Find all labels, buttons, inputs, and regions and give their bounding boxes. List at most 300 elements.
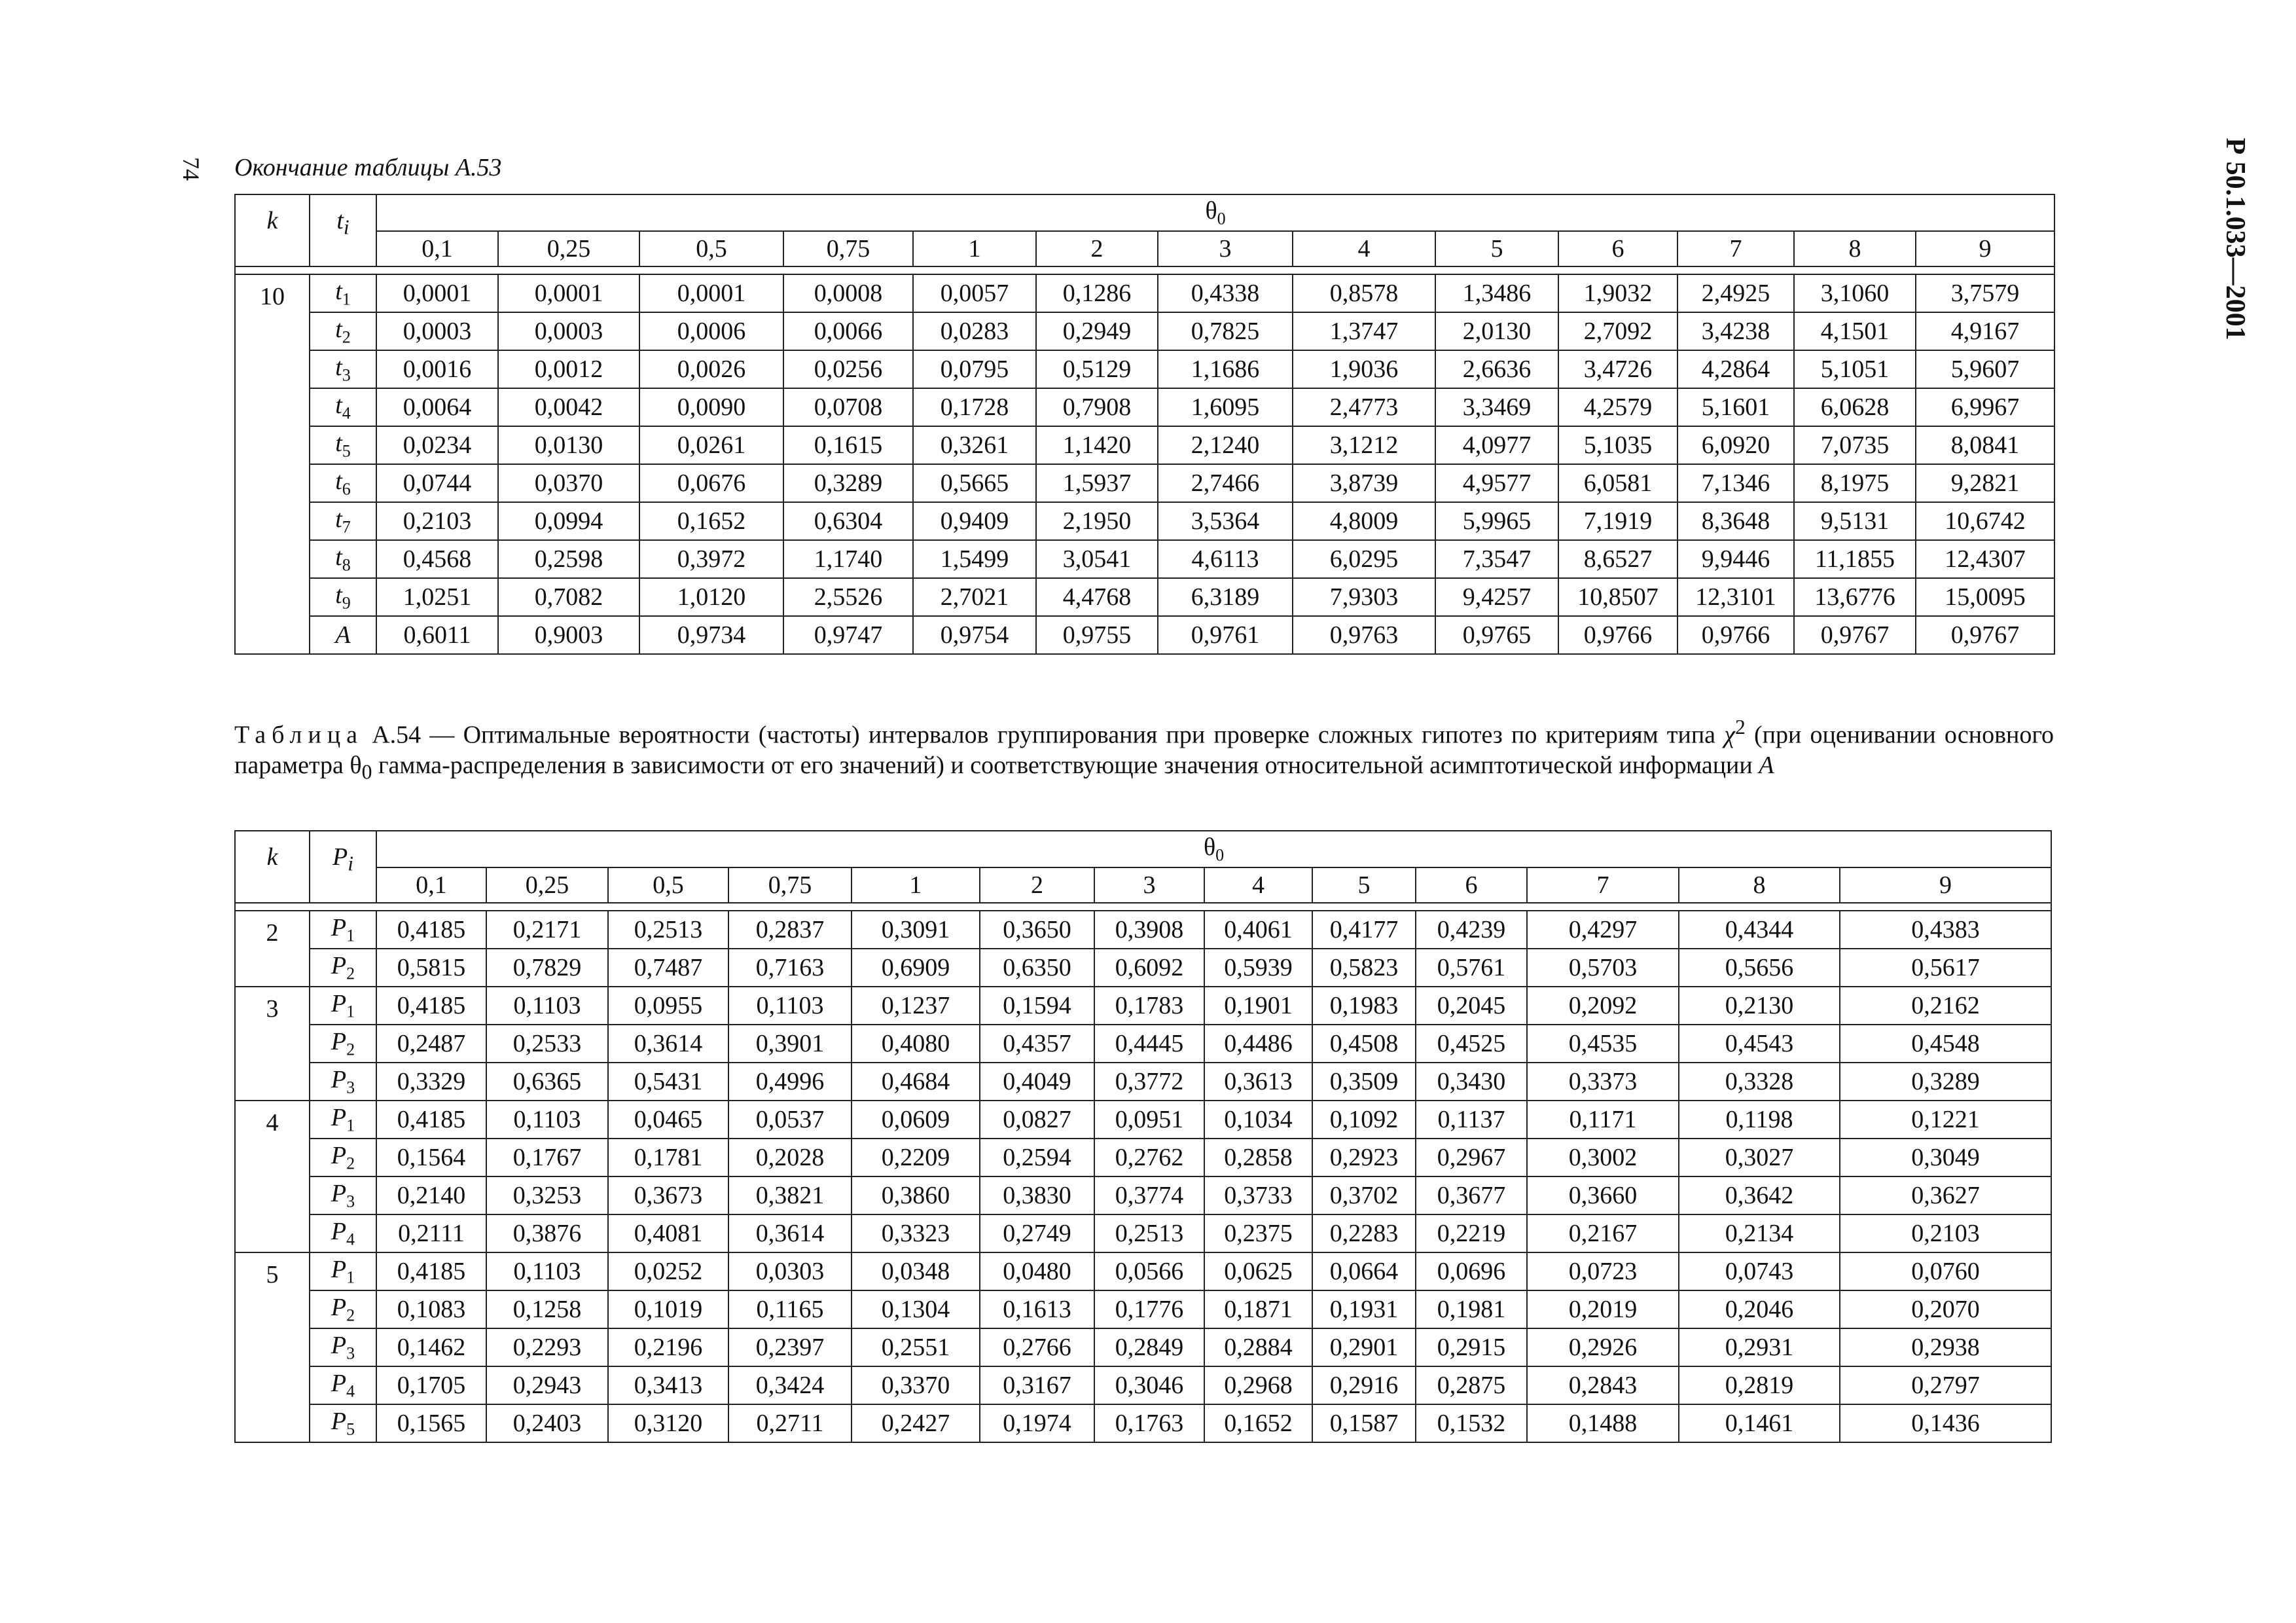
value-cell: 0,0001	[639, 274, 783, 312]
value-cell: 0,2916	[1312, 1366, 1416, 1404]
document-code: Р 50.1.033—2001	[2220, 137, 2250, 340]
value-cell: 0,9763	[1293, 616, 1435, 654]
value-cell: 1,3486	[1435, 274, 1558, 312]
value-cell: 3,8739	[1293, 464, 1435, 502]
value-cell: 0,3642	[1679, 1176, 1840, 1214]
value-cell: 0,5761	[1416, 949, 1527, 987]
value-cell: 1,6095	[1158, 388, 1293, 426]
value-cell: 0,2196	[608, 1328, 728, 1366]
value-cell: 0,0566	[1094, 1252, 1204, 1290]
value-cell: 0,2533	[486, 1025, 608, 1063]
value-cell: 0,0042	[498, 388, 639, 426]
value-cell: 0,1763	[1094, 1404, 1204, 1442]
value-cell: 5,9607	[1916, 350, 2054, 388]
value-cell: 0,0008	[783, 274, 913, 312]
value-cell: 4,4768	[1036, 578, 1158, 616]
value-cell: 0,0057	[913, 274, 1036, 312]
theta-value-header: 8	[1679, 867, 1840, 903]
value-cell: 0,2019	[1527, 1290, 1679, 1328]
value-cell: 0,1781	[608, 1139, 728, 1176]
row-label-cell: $P_2$	[310, 1290, 376, 1328]
ti-column-header: $t_i$	[310, 194, 376, 266]
value-cell: 0,2766	[980, 1328, 1094, 1366]
theta-value-header: 0,75	[783, 231, 913, 266]
value-cell: 0,6350	[980, 949, 1094, 987]
value-cell: 2,7021	[913, 578, 1036, 616]
theta-value-header: 0,25	[498, 231, 639, 266]
k-value-cell: 3	[235, 987, 310, 1101]
value-cell: 0,2397	[728, 1328, 852, 1366]
value-cell: 7,3547	[1435, 540, 1558, 578]
value-cell: 3,1212	[1293, 426, 1435, 464]
theta-value-header: 6	[1416, 867, 1527, 903]
k-value-cell: 5	[235, 1252, 310, 1442]
value-cell: 0,1565	[376, 1404, 486, 1442]
value-cell: 0,0001	[376, 274, 498, 312]
theta-value-header: 0,75	[728, 867, 852, 903]
value-cell: 15,0095	[1916, 578, 2054, 616]
value-cell: 0,5129	[1036, 350, 1158, 388]
value-cell: 2,5526	[783, 578, 913, 616]
row-label-cell: $P_1$	[310, 1252, 376, 1290]
value-cell: 0,0130	[498, 426, 639, 464]
row-label-cell: $P_4$	[310, 1366, 376, 1404]
value-cell: 5,1035	[1558, 426, 1677, 464]
value-cell: 0,3091	[852, 911, 980, 949]
value-cell: 0,3253	[486, 1176, 608, 1214]
value-cell: 0,2293	[486, 1328, 608, 1366]
theta-value-header: 9	[1840, 867, 2051, 903]
value-cell: 0,2711	[728, 1404, 852, 1442]
value-cell: 8,6527	[1558, 540, 1677, 578]
theta-value-header: 4	[1204, 867, 1312, 903]
value-cell: 0,4508	[1312, 1025, 1416, 1063]
value-cell: 1,3747	[1293, 312, 1435, 350]
value-cell: 0,2162	[1840, 987, 2051, 1025]
value-cell: 0,1436	[1840, 1404, 2051, 1442]
value-cell: 0,0003	[376, 312, 498, 350]
value-cell: 0,2209	[852, 1139, 980, 1176]
value-cell: 0,0609	[852, 1101, 980, 1139]
value-cell: 0,9003	[498, 616, 639, 654]
value-cell: 0,1103	[486, 1252, 608, 1290]
k-column-header: k	[235, 194, 310, 266]
value-cell: 0,9765	[1435, 616, 1558, 654]
value-cell: 0,4684	[852, 1063, 980, 1101]
value-cell: 9,9446	[1677, 540, 1794, 578]
value-cell: 0,1615	[783, 426, 913, 464]
value-cell: 0,2171	[486, 911, 608, 949]
value-cell: 0,2070	[1840, 1290, 2051, 1328]
value-cell: 2,0130	[1435, 312, 1558, 350]
value-cell: 0,1103	[728, 987, 852, 1025]
value-cell: 9,2821	[1916, 464, 2054, 502]
value-cell: 0,0465	[608, 1101, 728, 1139]
value-cell: 0,1092	[1312, 1101, 1416, 1139]
row-label-cell: $P_1$	[310, 987, 376, 1025]
value-cell: 0,1981	[1416, 1290, 1527, 1328]
value-cell: 8,1975	[1794, 464, 1916, 502]
value-cell: 0,4185	[376, 987, 486, 1025]
value-cell: 0,4185	[376, 1252, 486, 1290]
value-cell: 0,2167	[1527, 1214, 1679, 1252]
value-cell: 0,3289	[1840, 1063, 2051, 1101]
page-number: 74	[178, 157, 204, 181]
value-cell: 0,9767	[1916, 616, 2054, 654]
value-cell: 3,5364	[1158, 502, 1293, 540]
value-cell: 0,0760	[1840, 1252, 2051, 1290]
value-cell: 0,0676	[639, 464, 783, 502]
value-cell: 3,1060	[1794, 274, 1916, 312]
value-cell: 0,1767	[486, 1139, 608, 1176]
value-cell: 3,4726	[1558, 350, 1677, 388]
value-cell: 0,2926	[1527, 1328, 1679, 1366]
value-cell: 0,2949	[1036, 312, 1158, 350]
value-cell: 0,4177	[1312, 911, 1416, 949]
value-cell: 0,9761	[1158, 616, 1293, 654]
row-label-cell: $t_4$	[310, 388, 376, 426]
value-cell: 0,4357	[980, 1025, 1094, 1063]
row-label-cell: $P_3$	[310, 1176, 376, 1214]
theta-value-header: 2	[1036, 231, 1158, 266]
table-row	[235, 1252, 2051, 1290]
value-cell: 0,7829	[486, 949, 608, 987]
value-cell: 0,0795	[913, 350, 1036, 388]
value-cell: 6,9967	[1916, 388, 2054, 426]
value-cell: 0,2594	[980, 1139, 1094, 1176]
value-cell: 0,1304	[852, 1290, 980, 1328]
value-cell: 0,3329	[376, 1063, 486, 1101]
value-cell: 0,2797	[1840, 1366, 2051, 1404]
value-cell: 0,3627	[1840, 1176, 2051, 1214]
value-cell: 0,0026	[639, 350, 783, 388]
table-row	[235, 987, 2051, 1025]
value-cell: 9,4257	[1435, 578, 1558, 616]
value-cell: 0,2140	[376, 1176, 486, 1214]
value-cell: 5,1601	[1677, 388, 1794, 426]
value-cell: 0,2819	[1679, 1366, 1840, 1404]
table-row	[235, 312, 2054, 350]
value-cell: 0,2028	[728, 1139, 852, 1176]
theta-value-header: 7	[1527, 867, 1679, 903]
value-cell: 0,1871	[1204, 1290, 1312, 1328]
value-cell: 0,2092	[1527, 987, 1679, 1025]
value-cell: 0,2931	[1679, 1328, 1840, 1366]
value-cell: 0,4535	[1527, 1025, 1679, 1063]
theta-value-header: 0,25	[486, 867, 608, 903]
value-cell: 0,2749	[980, 1214, 1094, 1252]
value-cell: 0,2130	[1679, 987, 1840, 1025]
value-cell: 1,1686	[1158, 350, 1293, 388]
value-cell: 0,3289	[783, 464, 913, 502]
k-value-cell: 4	[235, 1101, 310, 1252]
value-cell: 0,0348	[852, 1252, 980, 1290]
value-cell: 10,6742	[1916, 502, 2054, 540]
value-cell: 0,1034	[1204, 1101, 1312, 1139]
value-cell: 0,3673	[608, 1176, 728, 1214]
value-cell: 0,3120	[608, 1404, 728, 1442]
theta-value-header: 5	[1435, 231, 1558, 266]
value-cell: 0,2884	[1204, 1328, 1312, 1366]
value-cell: 0,2103	[1840, 1214, 2051, 1252]
value-cell: 0,2513	[608, 911, 728, 949]
row-label-cell: $t_7$	[310, 502, 376, 540]
value-cell: 6,0295	[1293, 540, 1435, 578]
value-cell: 2,4925	[1677, 274, 1794, 312]
value-cell: 0,7163	[728, 949, 852, 987]
table-row	[235, 911, 2051, 949]
value-cell: 0,4061	[1204, 911, 1312, 949]
table-a54	[234, 830, 2052, 1443]
value-cell: 0,5656	[1679, 949, 1840, 987]
value-cell: 0,5665	[913, 464, 1036, 502]
value-cell: 0,3830	[980, 1176, 1094, 1214]
value-cell: 0,2134	[1679, 1214, 1840, 1252]
value-cell: 3,0541	[1036, 540, 1158, 578]
value-cell: 0,7082	[498, 578, 639, 616]
value-cell: 0,3772	[1094, 1063, 1204, 1101]
value-cell: 1,1740	[783, 540, 913, 578]
value-cell: 0,7908	[1036, 388, 1158, 426]
value-cell: 0,9747	[783, 616, 913, 654]
value-cell: 0,2219	[1416, 1214, 1527, 1252]
value-cell: 0,9754	[913, 616, 1036, 654]
value-cell: 0,4568	[376, 540, 498, 578]
value-cell: 0,0066	[783, 312, 913, 350]
value-cell: 0,3702	[1312, 1176, 1416, 1214]
value-cell: 0,1137	[1416, 1101, 1527, 1139]
value-cell: 1,1420	[1036, 426, 1158, 464]
value-cell: 0,3424	[728, 1366, 852, 1404]
value-cell: 0,3430	[1416, 1063, 1527, 1101]
value-cell: 0,1198	[1679, 1101, 1840, 1139]
value-cell: 0,4081	[608, 1214, 728, 1252]
value-cell: 0,4445	[1094, 1025, 1204, 1063]
value-cell: 0,2762	[1094, 1139, 1204, 1176]
row-label-cell: $P_2$	[310, 1139, 376, 1176]
value-cell: 4,2579	[1558, 388, 1677, 426]
k-value-cell: 2	[235, 911, 310, 987]
value-cell: 0,4080	[852, 1025, 980, 1063]
value-cell: 0,2283	[1312, 1214, 1416, 1252]
theta-value-header: 1	[913, 231, 1036, 266]
value-cell: 0,2046	[1679, 1290, 1840, 1328]
value-cell: 5,9965	[1435, 502, 1558, 540]
value-cell: 4,0977	[1435, 426, 1558, 464]
value-cell: 0,3613	[1204, 1063, 1312, 1101]
value-cell: 0,4344	[1679, 911, 1840, 949]
value-cell: 2,1240	[1158, 426, 1293, 464]
value-cell: 3,7579	[1916, 274, 2054, 312]
value-cell: 4,9167	[1916, 312, 2054, 350]
value-cell: 4,8009	[1293, 502, 1435, 540]
value-cell: 7,1346	[1677, 464, 1794, 502]
value-cell: 0,0743	[1679, 1252, 1840, 1290]
value-cell: 1,5937	[1036, 464, 1158, 502]
value-cell: 0,0480	[980, 1252, 1094, 1290]
theta-value-header: 3	[1094, 867, 1204, 903]
value-cell: 0,6011	[376, 616, 498, 654]
table-row	[235, 1063, 2051, 1101]
value-cell: 0,3901	[728, 1025, 852, 1063]
value-cell: 0,3370	[852, 1366, 980, 1404]
value-cell: 0,0256	[783, 350, 913, 388]
k-value-cell: 10	[235, 274, 310, 654]
value-cell: 0,1705	[376, 1366, 486, 1404]
value-cell: 0,0001	[498, 274, 639, 312]
value-cell: 0,2843	[1527, 1366, 1679, 1404]
theta-value-header: 8	[1794, 231, 1916, 266]
value-cell: 4,2864	[1677, 350, 1794, 388]
value-cell: 0,3614	[608, 1025, 728, 1063]
value-cell: 0,4383	[1840, 911, 2051, 949]
value-cell: 0,1286	[1036, 274, 1158, 312]
value-cell: 1,9036	[1293, 350, 1435, 388]
value-cell: 0,0744	[376, 464, 498, 502]
value-cell: 0,5617	[1840, 949, 2051, 987]
value-cell: 0,1587	[1312, 1404, 1416, 1442]
value-cell: 4,6113	[1158, 540, 1293, 578]
value-cell: 0,0261	[639, 426, 783, 464]
value-cell: 10,8507	[1558, 578, 1677, 616]
value-cell: 0,6909	[852, 949, 980, 987]
value-cell: 0,3261	[913, 426, 1036, 464]
value-cell: 0,1165	[728, 1290, 852, 1328]
value-cell: 0,9409	[913, 502, 1036, 540]
row-label-cell: $t_2$	[310, 312, 376, 350]
value-cell: 0,3046	[1094, 1366, 1204, 1404]
theta-value-header: 0,5	[639, 231, 783, 266]
row-label-cell: $t_5$	[310, 426, 376, 464]
value-cell: 0,3908	[1094, 911, 1204, 949]
value-cell: 0,3876	[486, 1214, 608, 1252]
value-cell: 0,0951	[1094, 1101, 1204, 1139]
theta-value-header: 5	[1312, 867, 1416, 903]
value-cell: 1,0120	[639, 578, 783, 616]
theta-value-header: 9	[1916, 231, 2054, 266]
value-cell: 0,6365	[486, 1063, 608, 1101]
value-cell: 0,3860	[852, 1176, 980, 1214]
value-cell: 0,1783	[1094, 987, 1204, 1025]
row-label-cell: A	[310, 616, 376, 654]
value-cell: 0,0723	[1527, 1252, 1679, 1290]
table-row	[235, 540, 2054, 578]
value-cell: 4,9577	[1435, 464, 1558, 502]
value-cell: 0,1103	[486, 987, 608, 1025]
row-label-cell: $P_2$	[310, 1025, 376, 1063]
row-label-cell: $t_8$	[310, 540, 376, 578]
value-cell: 0,5815	[376, 949, 486, 987]
theta-value-header: 2	[980, 867, 1094, 903]
value-cell: 0,7487	[608, 949, 728, 987]
value-cell: 0,0252	[608, 1252, 728, 1290]
value-cell: 0,2968	[1204, 1366, 1312, 1404]
value-cell: 0,3323	[852, 1214, 980, 1252]
value-cell: 0,2103	[376, 502, 498, 540]
value-cell: 0,1728	[913, 388, 1036, 426]
table-row	[235, 949, 2051, 987]
value-cell: 0,3328	[1679, 1063, 1840, 1101]
value-cell: 0,3614	[728, 1214, 852, 1252]
value-cell: 0,3677	[1416, 1176, 1527, 1214]
value-cell: 0,8578	[1293, 274, 1435, 312]
value-cell: 0,5823	[1312, 949, 1416, 987]
table-row	[235, 350, 2054, 388]
table-row	[235, 1176, 2051, 1214]
value-cell: 2,6636	[1435, 350, 1558, 388]
theta-value-header: 1	[852, 867, 980, 903]
value-cell: 0,0016	[376, 350, 498, 388]
value-cell: 0,3650	[980, 911, 1094, 949]
value-cell: 0,0994	[498, 502, 639, 540]
value-cell: 0,9766	[1677, 616, 1794, 654]
value-cell: 0,4525	[1416, 1025, 1527, 1063]
value-cell: 0,3733	[1204, 1176, 1312, 1214]
value-cell: 0,3049	[1840, 1139, 2051, 1176]
value-cell: 0,2427	[852, 1404, 980, 1442]
value-cell: 0,0283	[913, 312, 1036, 350]
value-cell: 2,7466	[1158, 464, 1293, 502]
value-cell: 0,1171	[1527, 1101, 1679, 1139]
value-cell: 0,0006	[639, 312, 783, 350]
value-cell: 0,2598	[498, 540, 639, 578]
table-row	[235, 464, 2054, 502]
value-cell: 0,0090	[639, 388, 783, 426]
value-cell: 0,1594	[980, 987, 1094, 1025]
table-row	[235, 388, 2054, 426]
theta-value-header: 0,1	[376, 231, 498, 266]
value-cell: 0,3167	[980, 1366, 1094, 1404]
theta-value-header: 0,5	[608, 867, 728, 903]
theta-group-header: $\theta_0$	[376, 194, 2054, 231]
value-cell: 0,2111	[376, 1214, 486, 1252]
value-cell: 0,1019	[608, 1290, 728, 1328]
value-cell: 0,0303	[728, 1252, 852, 1290]
table-row	[235, 1290, 2051, 1328]
value-cell: 0,5431	[608, 1063, 728, 1101]
value-cell: 0,2837	[728, 911, 852, 949]
value-cell: 0,1083	[376, 1290, 486, 1328]
value-cell: 0,3972	[639, 540, 783, 578]
value-cell: 0,4297	[1527, 911, 1679, 949]
value-cell: 0,2045	[1416, 987, 1527, 1025]
value-cell: 0,1103	[486, 1101, 608, 1139]
value-cell: 0,6092	[1094, 949, 1204, 987]
table-row	[235, 1404, 2051, 1442]
row-label-cell: $P_2$	[310, 949, 376, 987]
table-a53	[234, 194, 2055, 655]
value-cell: 0,1974	[980, 1404, 1094, 1442]
value-cell: 6,0628	[1794, 388, 1916, 426]
value-cell: 0,0955	[608, 987, 728, 1025]
row-label-cell: $P_3$	[310, 1328, 376, 1366]
value-cell: 0,0827	[980, 1101, 1094, 1139]
value-cell: 0,1564	[376, 1139, 486, 1176]
value-cell: 0,1462	[376, 1328, 486, 1366]
value-cell: 0,0003	[498, 312, 639, 350]
theta-value-header: 4	[1293, 231, 1435, 266]
value-cell: 0,2858	[1204, 1139, 1312, 1176]
table-row	[235, 1328, 2051, 1366]
value-cell: 0,1488	[1527, 1404, 1679, 1442]
row-label-cell: $t_6$	[310, 464, 376, 502]
theta-value-header: 3	[1158, 231, 1293, 266]
value-cell: 0,3660	[1527, 1176, 1679, 1214]
value-cell: 0,1461	[1679, 1404, 1840, 1442]
value-cell: 0,2487	[376, 1025, 486, 1063]
value-cell: 0,0625	[1204, 1252, 1312, 1290]
value-cell: 0,0708	[783, 388, 913, 426]
